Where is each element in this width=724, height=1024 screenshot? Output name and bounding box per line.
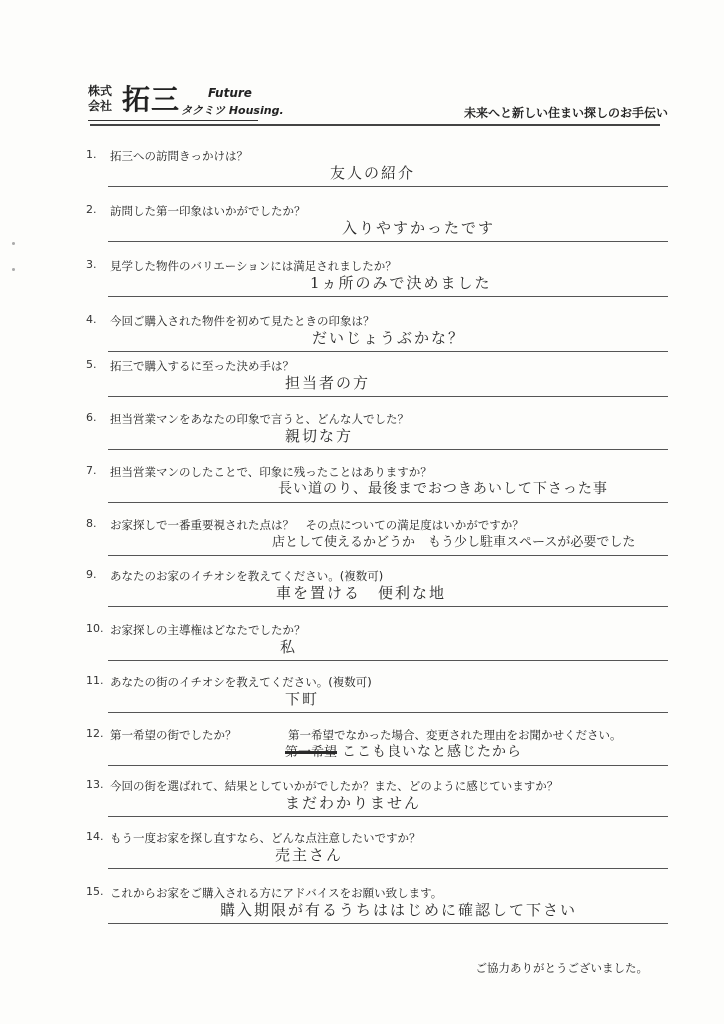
question-text-followup: 第一希望でなかった場合、変更された理由をお聞かせください。 xyxy=(288,728,622,742)
question-text: 訪問した第一印象はいかがでしたか？ xyxy=(110,204,306,218)
header-divider xyxy=(90,124,660,126)
answer-line xyxy=(108,606,668,607)
question-item xyxy=(80,568,670,624)
scan-speck xyxy=(12,268,15,271)
question-item xyxy=(80,830,670,886)
corp-type xyxy=(88,84,112,114)
handwritten-answer: 売主さん xyxy=(275,846,344,864)
scan-speck xyxy=(12,242,15,245)
tagline: 未来へと新しい住まい探しのお手伝い xyxy=(463,106,668,120)
question-number: 13. xyxy=(86,778,104,791)
handwritten-answer: 担当者の方 xyxy=(285,374,371,392)
corp-line2: 会社 xyxy=(88,99,113,113)
handwritten-answer: 車を置ける 便利な地 xyxy=(276,584,447,602)
handwritten-answer: 親切な方 xyxy=(285,427,354,445)
company-header xyxy=(88,78,668,128)
question-item xyxy=(80,358,670,414)
answer-line xyxy=(108,351,668,352)
question-text: お家探しの主導権はどなたでしたか？ xyxy=(110,623,306,637)
answer-line xyxy=(108,296,668,297)
handwritten-answer: 購入期限が有るうちははじめに確認して下さい xyxy=(220,901,578,919)
question-text: 拓三への訪問きっかけは？ xyxy=(110,149,248,163)
answer-line xyxy=(108,660,668,661)
question-number: 6. xyxy=(86,411,97,424)
question-number: 10. xyxy=(86,622,104,635)
question-text: 拓三で購入するに至った決め手は？ xyxy=(110,359,294,373)
answer-line xyxy=(108,712,668,713)
question-text: 担当営業マンのしたことで、印象に残ったことはありますか？ xyxy=(110,465,432,479)
question-number: 4. xyxy=(86,313,97,326)
question-text: 第一希望の街でしたか？ xyxy=(110,728,237,742)
question-text: お家探しで一番重要視された点は？ その点についての満足度はいかがですか？ xyxy=(110,518,524,532)
question-number: 3. xyxy=(86,258,97,271)
answer-line xyxy=(108,923,668,924)
question-number: 11. xyxy=(86,674,104,687)
answer-line xyxy=(108,449,668,450)
answer-line xyxy=(108,816,668,817)
handwritten-answer: 1ヵ所のみで決めました xyxy=(310,274,492,292)
brand-name: 拓三 xyxy=(122,83,181,116)
question-item xyxy=(80,674,670,730)
handwritten-answer: 友人の紹介 xyxy=(330,164,416,182)
thank-you-note: ご協力ありがとうございました。 xyxy=(475,961,648,975)
question-text: 今回の街を選ばれて、結果としていかがでしたか？また、どのように感じていますか？ xyxy=(110,779,559,793)
answer-line xyxy=(108,868,668,869)
brand-underline xyxy=(88,120,258,121)
question-number: 2. xyxy=(86,203,97,216)
handwritten-answer: 下町 xyxy=(285,690,320,708)
question-number: 8. xyxy=(86,517,97,530)
question-item xyxy=(80,148,670,204)
question-item xyxy=(80,622,670,678)
question-number: 7. xyxy=(86,464,97,477)
question-item xyxy=(80,203,670,259)
handwritten-answer: 店として使えるかどうか もう少し駐車スペースが必要でした xyxy=(272,535,636,550)
question-item xyxy=(80,885,670,941)
question-item xyxy=(80,517,670,573)
question-text: もう一度お家を探し直すなら、どんな点注意したいですか？ xyxy=(110,831,421,845)
question-item xyxy=(80,778,670,834)
brand-kana: タクミツ Housing. xyxy=(181,104,284,117)
corp-line1: 株式 xyxy=(88,84,113,98)
question-number: 15. xyxy=(86,885,104,898)
answer-line xyxy=(108,765,668,766)
answer-line xyxy=(108,555,668,556)
handwritten-answer: 入りやすかったです xyxy=(342,219,496,237)
question-text: 今回ご購入された物件を初めて見たときの印象は？ xyxy=(110,314,375,328)
answer-line xyxy=(108,241,668,242)
handwritten-answer: まだわかりません xyxy=(285,794,422,812)
question-item xyxy=(80,464,670,520)
handwritten-answer: 私 xyxy=(280,638,298,656)
question-text: あなたの街のイチオシを教えてください。(複数可) xyxy=(110,675,372,689)
handwritten-answer: ここも良いなと感じたから xyxy=(342,744,522,760)
question-item xyxy=(80,727,670,783)
question-text: あなたのお家のイチオシを教えてください。(複数可) xyxy=(110,569,384,583)
question-item xyxy=(80,411,670,467)
question-text: 見学した物件のバリエーションには満足されましたか？ xyxy=(110,259,397,273)
question-number: 14. xyxy=(86,830,104,843)
question-number: 12. xyxy=(86,727,104,740)
question-text: 担当営業マンをあなたの印象で言うと、どんな人でした？ xyxy=(110,412,409,426)
question-number: 5. xyxy=(86,358,97,371)
brand-future: Future xyxy=(208,86,252,100)
question-text: これからお家をご購入される方にアドバイスをお願い致します。 xyxy=(110,886,443,900)
question-item xyxy=(80,258,670,314)
answer-line xyxy=(108,186,668,187)
question-number: 1. xyxy=(86,148,97,161)
answer-line xyxy=(108,502,668,503)
handwritten-answer: だいじょうぶかな？ xyxy=(312,329,466,347)
struck-answer: 第一希望 xyxy=(285,745,338,760)
handwritten-answer: 長い道のり、最後までおつきあいして下さった事 xyxy=(278,481,608,497)
answer-line xyxy=(108,396,668,397)
question-number: 9. xyxy=(86,568,97,581)
